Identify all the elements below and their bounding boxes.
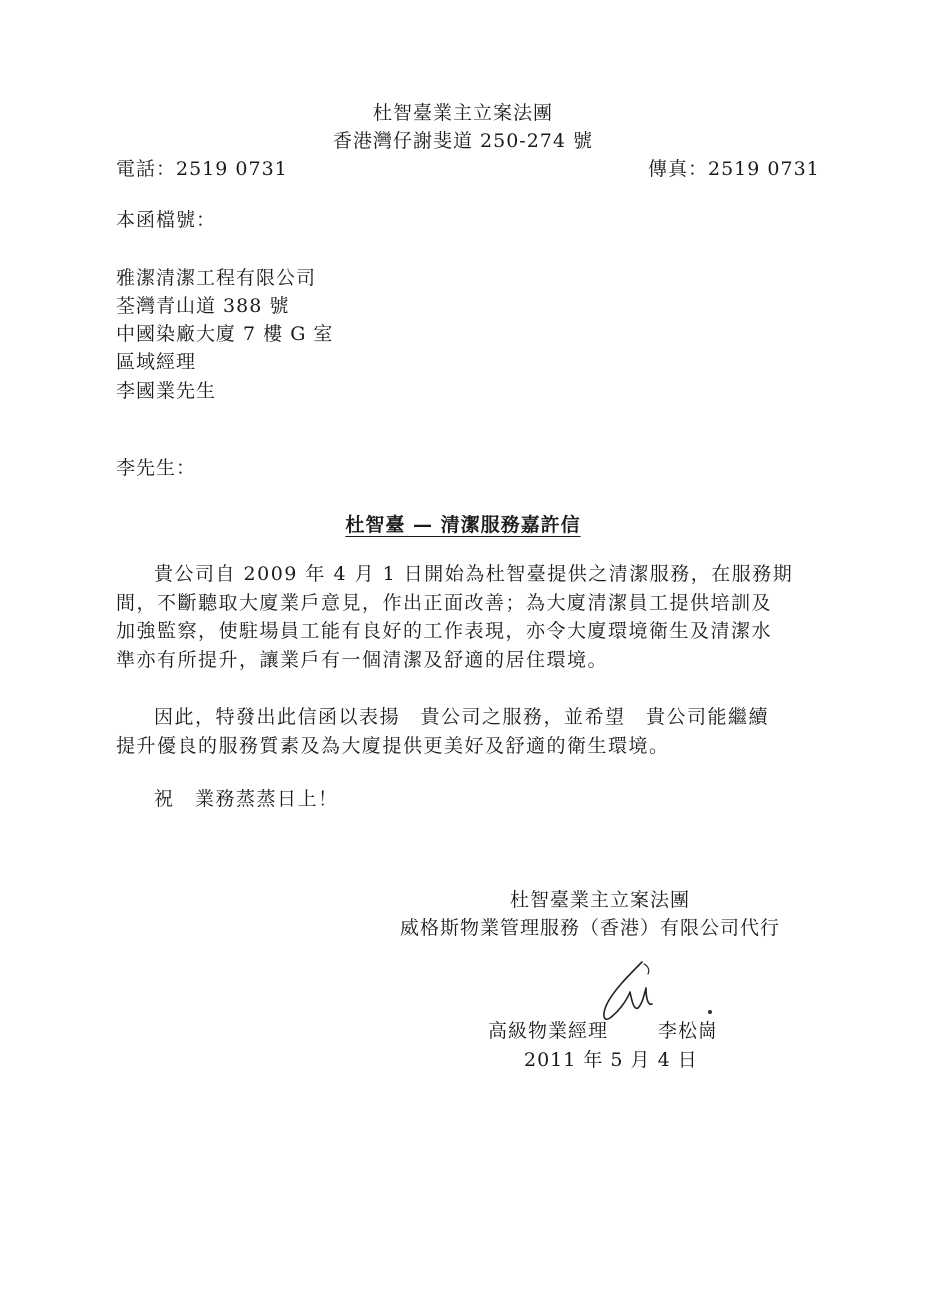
recipient-title: 區域經理 — [116, 351, 197, 373]
closing-wish: 祝 業務蒸蒸日上！ — [154, 788, 339, 810]
recipient-company: 雅潔清潔工程有限公司 — [116, 267, 317, 289]
letter-date: 2011 年 5 月 4 日 — [524, 1049, 698, 1071]
paragraph-line: 因此，特發出此信函以表揚 貴公司之服務，並希望 貴公司能繼續 — [154, 706, 770, 728]
recipient-address-line1: 荃灣青山道 388 號 — [116, 295, 290, 317]
paragraph-line: 提升優良的服務質素及為大廈提供更美好及舒適的衛生環境。 — [116, 734, 670, 757]
salutation: 李先生： — [116, 457, 197, 479]
letterhead-fax: 傳真：2519 0731 — [648, 158, 820, 180]
sender-position: 高級物業經理 — [488, 1020, 609, 1042]
sender-agent: 威格斯物業管理服務（香港）有限公司代行 — [400, 917, 781, 939]
paragraph-line: 間，不斷聽取大廈業戶意見，作出正面改善；為大廈清潔員工提供培訓及 — [116, 591, 773, 614]
body-paragraph-2 — [116, 703, 836, 760]
sender-organization: 杜智臺業主立案法團 — [510, 889, 691, 911]
recipient-address-line2: 中國染廠大廈 7 樓 G 室 — [116, 323, 334, 345]
letterhead-organization: 杜智臺業主立案法團 — [372, 102, 553, 124]
paragraph-line: 貴公司自 2009 年 4 月 1 日開始為杜智臺提供之清潔服務，在服務期 — [154, 563, 794, 585]
letterhead-phone: 電話：2519 0731 — [116, 158, 288, 180]
body-paragraph-1 — [116, 560, 836, 674]
reference-number: 本函檔號： — [116, 209, 217, 231]
signature-dot — [708, 1010, 712, 1014]
sender-name: 李松崗 — [658, 1020, 719, 1042]
paragraph-line: 加強監察，使駐場員工能有良好的工作表現，亦令大廈環境衛生及清潔水 — [116, 620, 773, 642]
recipient-name: 李國業先生 — [116, 380, 217, 402]
letterhead-address: 香港灣仔謝斐道 250-274 號 — [332, 130, 594, 152]
letter-subject: 杜智臺 — 清潔服務嘉許信 — [345, 514, 581, 536]
paragraph-line: 準亦有所提升，讓業戶有一個清潔及舒適的居住環境。 — [116, 648, 609, 671]
